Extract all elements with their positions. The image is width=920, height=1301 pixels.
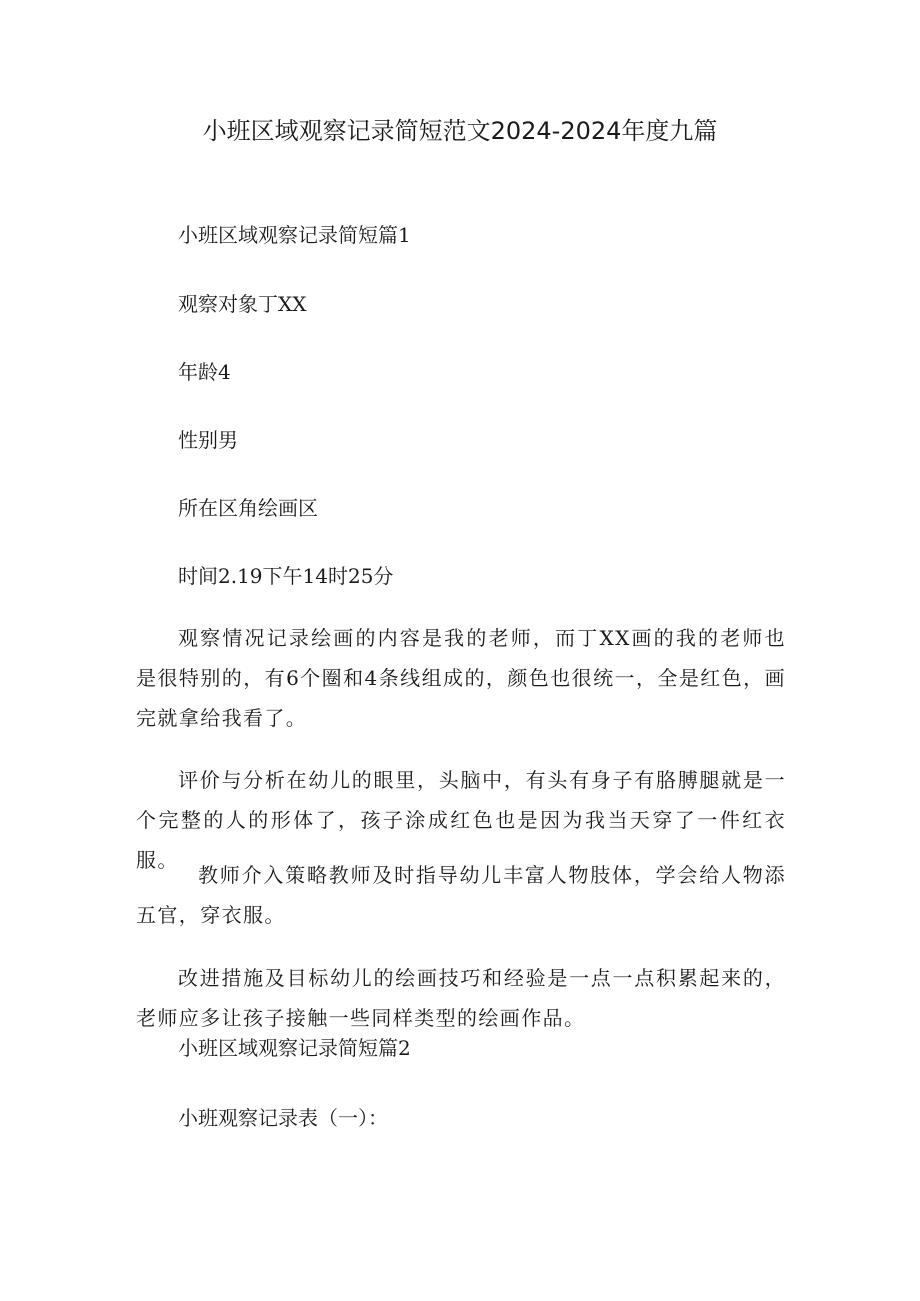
- intervention-paragraph: 教师介入策略教师及时指导幼儿丰富人物肢体，学会给人物添五官，穿衣服。: [136, 863, 786, 927]
- observation-record-paragraph: 观察情况记录绘画的内容是我的老师，而丁XX画的我的老师也是很特别的，有6个圈和4条线组成的，颜色也很统一，全是红色，画完就拿给我看了。: [136, 626, 786, 730]
- section-heading-2: 小班区域观察记录简短篇2: [178, 1036, 411, 1060]
- observation-time: 时间2.19下午14时25分: [178, 564, 394, 588]
- section-heading-1: 小班区域观察记录简短篇1: [178, 223, 411, 247]
- activity-area: 所在区角绘画区: [178, 496, 318, 520]
- table-title: 小班观察记录表（一）：: [178, 1106, 388, 1130]
- subject-age: 年龄4: [178, 360, 231, 384]
- document-title: 小班区域观察记录简短范文2024-2024年度九篇: [202, 117, 718, 145]
- subject-gender: 性别男: [178, 428, 238, 452]
- improvement-paragraph: 改进措施及目标幼儿的绘画技巧和经验是一点一点积累起来的，老师应多让孩子接触一些同样类型的绘画作品。: [136, 966, 786, 1030]
- analysis-paragraph: 评价与分析在幼儿的眼里，头脑中，有头有身子有胳膊腿就是一个完整的人的形体了，孩子涂成红色也是因为我当天穿了一件红衣服。: [136, 768, 786, 872]
- observation-subject: 观察对象丁XX: [178, 292, 307, 316]
